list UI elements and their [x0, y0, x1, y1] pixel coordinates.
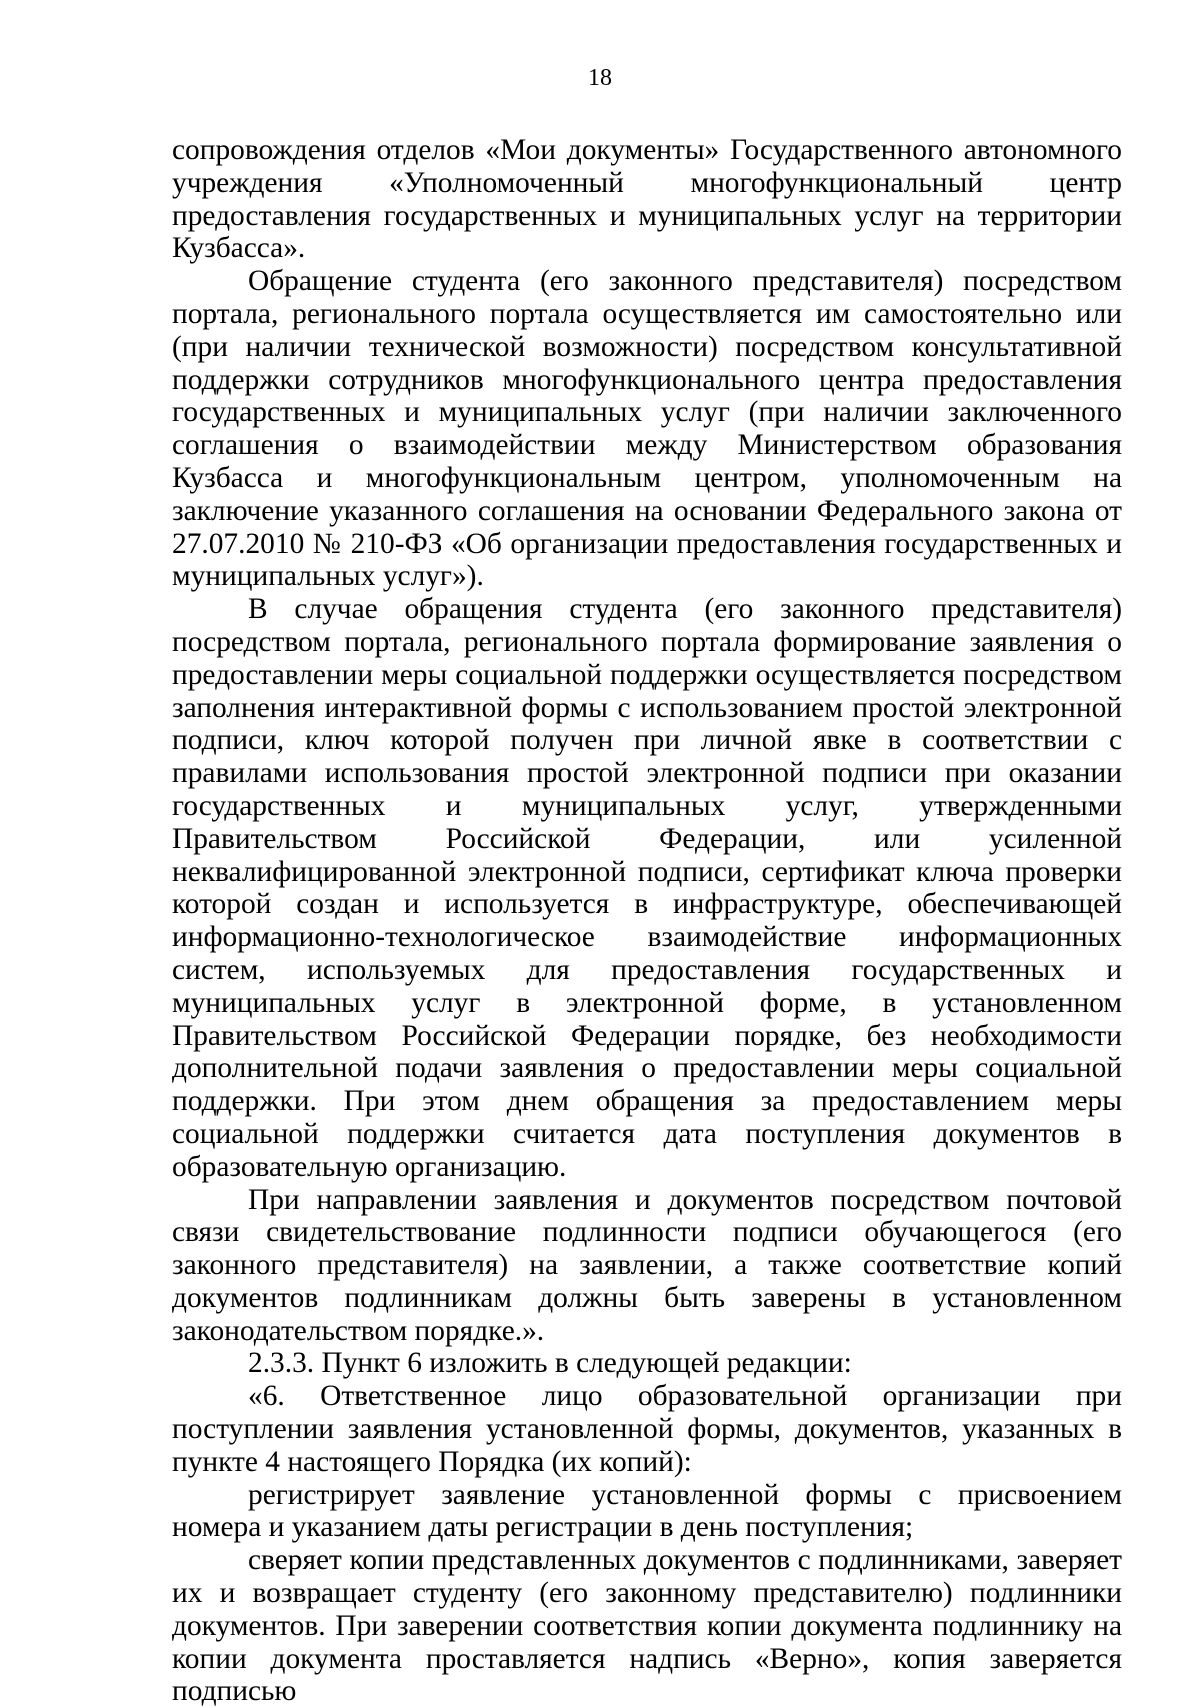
paragraph-registration: регистрирует заявление установленной формы с присвоением номера и указанием даты регистрации в день поступления;	[172, 1478, 1122, 1544]
paragraph-continuation: сопровождения отделов «Мои документы» Государственного автономного учреждения «Уполномоченный многофункциональный центр предоставления государственных и муниципальных услуг на территории Кузбасса».	[172, 134, 1122, 265]
paragraph-portal-application: Обращение студента (его законного представителя) посредством портала, регионального портала осуществляется им самостоятельно или (при наличии технической возможности) посредством консультативной поддержки сотрудников многофункционального центра предоставления государственных и муниципальных услуг (при наличии заключенного соглашения о взаимодействии между Министерством образования Кузбасса и многофункциональным центром, уполномоченным на заключение указанного соглашения на основании Федерального закона от 27.07.2010 № 210-ФЗ «Об организации предоставления государственных и муниципальных услуг»).	[172, 265, 1122, 593]
document-body	[172, 134, 1122, 1708]
paragraph-clause-6: «6. Ответственное лицо образовательной организации при поступлении заявления установленной формы, документов, указанных в пункте 4 настоящего Порядка (их копий):	[172, 1380, 1122, 1478]
page-number: 18	[588, 65, 612, 91]
paragraph-clause-2-3-3: 2.3.3. Пункт 6 изложить в следующей редакции:	[248, 1347, 852, 1380]
paragraph-electronic-signature: В случае обращения студента (его законного представителя) посредством портала, регионального портала формирование заявления о предоставлении меры социальной поддержки осуществляется посредством заполнения интерактивной формы с использованием простой электронной подписи, ключ которой получен при личной явке в соответствии с правилами использования простой электронной подписи при оказании государственных и муниципальных услуг, утвержденными Правительством Российской Федерации, или усиленной неквалифицированной электронной подписи, сертификат ключа проверки которой создан и используется в инфраструктуре, обеспечивающей информационно-технологическое взаимодействие информационных систем, используемых для предоставления государственных и муниципальных услуг в электронной форме, в установленном Правительством Российской Федерации порядке, без необходимости дополнительной подачи заявления о предоставлении меры социальной поддержки. При этом днем обращения за предоставлением меры социальной поддержки считается дата поступления документов в образовательную организацию.	[172, 593, 1122, 1183]
paragraph-copy-verification: сверяет копии представленных документов с подлинниками, заверяет их и возвращает студенту (его законному представителю) подлинники документов. При заверении соответствия копии документа подлиннику на копии документа проставляется надпись «Верно», копия заверяется подписью	[172, 1544, 1122, 1708]
paragraph-postal-submission: При направлении заявления и документов посредством почтовой связи свидетельствование подлинности подписи обучающегося (его законного представителя) на заявлении, а также соответствие копий документов подлинникам должны быть заверены в установленном законодательством порядке.».	[172, 1183, 1122, 1347]
